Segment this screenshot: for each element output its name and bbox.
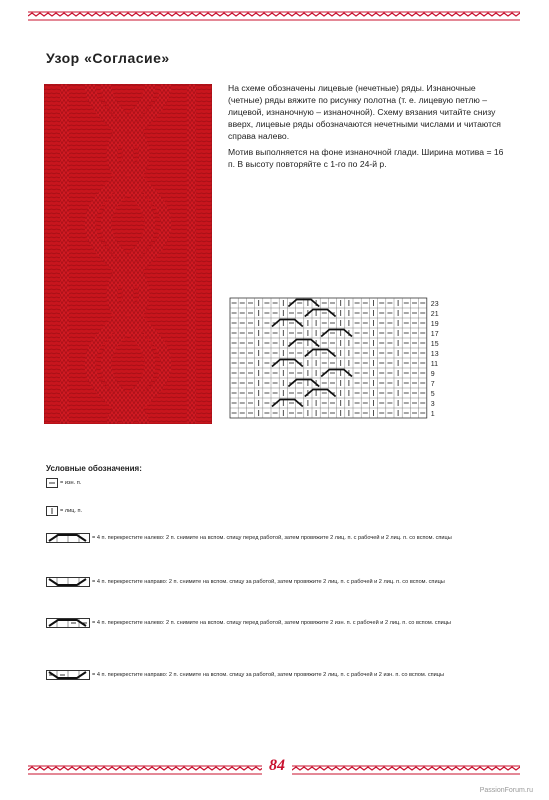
cable-left-purl-icon (46, 618, 90, 628)
knitting-chart (228, 296, 458, 422)
chart-row-number: 7 (430, 381, 435, 388)
page-number: 84 (262, 757, 292, 775)
chart-row-number: 5 (430, 391, 435, 398)
page-title: Узор «Согласие» (46, 50, 170, 66)
chart-row-number: 23 (430, 301, 439, 308)
knit-symbol-icon (46, 506, 58, 516)
description-paragraph-2: Мотив выполняется на фоне изнаночной глади. Ширина мотива = 16 п. В высоту повторяйте с 1-го по 24-й р. (228, 147, 504, 169)
chart-row-number: 21 (430, 311, 439, 318)
cable-right-knit-icon (46, 577, 90, 587)
legend-item-cable-left-purl: = 4 п. перекрестите налево: 2 п. снимите на вспом. спицу перед работой, затем провяжите 2 изн. п. с рабочей и 2 лиц. п. со вспом. спицы (46, 618, 451, 628)
legend-item-cable-right-purl: = 4 п. перекрестите направо: 2 п. снимите на вспом. спицу за работой, затем провяжите 2 лиц. п. с рабочей и 2 изн. п. со вспом. спицы (46, 670, 444, 680)
decorative-border-top (28, 10, 520, 22)
chart-row-number: 11 (430, 361, 439, 368)
legend-title: Условные обозначения: (46, 464, 142, 473)
knitted-swatch-image (44, 84, 212, 424)
description-paragraph-1: На схеме обозначены лицевые (нечетные) ряды. Изнаночные (четные) ряды вяжите по рисунку полотна (т. е. лицевую петлю – лицевой, изнаночную – изнаночной). Схему вязания читайте снизу вверх, лицевые ряды обозначаются нечетными числами и читаются справа налево. (228, 83, 501, 141)
cable-right-purl-icon (46, 670, 90, 680)
chart-row-number: 17 (430, 331, 439, 338)
legend-item-cable-left-knit: = 4 п. перекрестите налево: 2 п. снимите на вспом. спицу перед работой, затем провяжите 2 лиц. п. с рабочей и 2 лиц. п. со вспом. спицы (46, 533, 452, 543)
chart-row-number: 1 (430, 411, 435, 418)
watermark: PassionForum.ru (479, 787, 533, 794)
chart-row-number: 19 (430, 321, 439, 328)
chart-row-number: 9 (430, 371, 435, 378)
legend-item-purl: = изн. п. (46, 478, 81, 488)
pattern-description (228, 82, 510, 174)
chart-row-number: 3 (430, 401, 435, 408)
cable-left-knit-icon (46, 533, 90, 543)
chart-row-number: 13 (430, 351, 439, 358)
legend-item-cable-right-knit: = 4 п. перекрестите направо: 2 п. снимите на вспом. спицу за работой, затем провяжите 2 лиц. п. с рабочей и 2 лиц. п. со вспом. спицы (46, 577, 445, 587)
purl-symbol-icon (46, 478, 58, 488)
legend-item-knit: = лиц. п. (46, 506, 82, 516)
chart-row-number: 15 (430, 341, 439, 348)
